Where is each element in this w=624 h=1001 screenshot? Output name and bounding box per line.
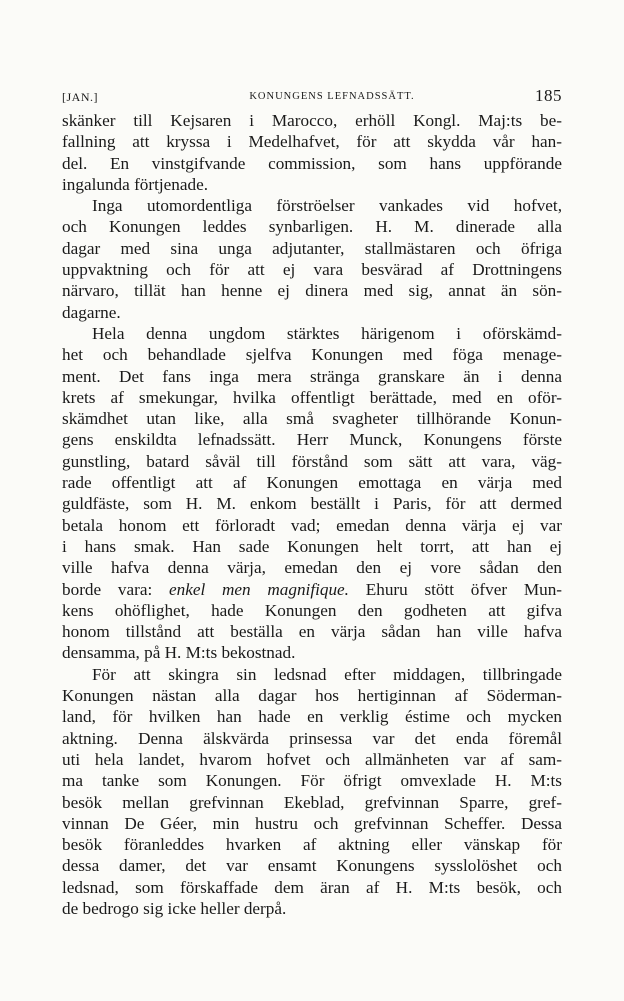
text-line [62, 195, 562, 216]
text-line-content: närvaro, tillät han henne ej dinera med sig, annat än sön- [62, 281, 562, 301]
text-line [62, 110, 562, 131]
text-line-content: Hela denna ungdom stärktes härigenom i oförskämd- [92, 323, 562, 343]
text-line-content: vinnan De Géer, min hustru och grefvinnan Scheffer. Dessa [62, 813, 562, 833]
text-line-content: och Konungen leddes synbarligen. H. M. dinerade alla [62, 217, 562, 237]
text-line-content: fallning att kryssa i Medelhafvet, för att skydda vår han- [62, 132, 562, 152]
text-line [62, 302, 562, 323]
text-line [62, 472, 562, 493]
text-line-content: skänker till Kejsaren i Marocco, erhöll Kongl. Maj:ts be- [62, 111, 562, 130]
text-line [62, 216, 562, 237]
text-line [62, 387, 562, 408]
text-line [62, 642, 562, 663]
text-line [62, 749, 562, 770]
text-line [62, 877, 562, 898]
text-line [62, 813, 562, 834]
text-line [62, 153, 562, 174]
body-text [62, 110, 562, 919]
text-line-content: För att skingra sin ledsnad efter middagen, tillbringade [92, 664, 562, 684]
running-head-month: [JAN.] [62, 90, 98, 104]
running-head-title: KONUNGENS LEFNADSSÄTT. [249, 91, 415, 102]
text-line-content: ledsnad, som förskaffade dem äran af H. M:ts besök, och [62, 877, 562, 897]
text-line-content: uti hela landet, hvarom hofvet och allmänheten var af sam- [62, 749, 562, 769]
text-line [62, 238, 562, 259]
text-line [62, 429, 562, 450]
text-line [62, 536, 562, 557]
text-line [62, 259, 562, 280]
text-line-content: del. En vinstgifvande commission, som hans uppförande [62, 153, 562, 173]
text-line [62, 706, 562, 727]
text-line-content: de bedrogo sig icke heller derpå. [62, 898, 287, 918]
text-line [62, 557, 562, 578]
text-line-content: densamma, på H. M:ts bekostnad. [62, 643, 296, 663]
text-line-content: krets af smekungar, hvilka offentligt berättade, med en oför- [62, 387, 562, 407]
text-line-content: honom tillstånd att beställa en värja sådan han ville hafva [62, 622, 562, 642]
running-head [62, 86, 562, 108]
text-line-content: dessa damer, det var ensamt Konungens sysslolöshet och [62, 856, 562, 876]
text-line [62, 408, 562, 429]
text-line-content: ment. Det fans inga mera stränga granskare än i denna [62, 366, 562, 386]
text-line-content: besök föranleddes hvarken af aktning eller vänskap för [62, 835, 562, 855]
text-line [62, 131, 562, 152]
text-line [62, 664, 562, 685]
text-line-content: Inga utomordentliga förströelser vankades vid hofvet, [92, 196, 562, 216]
text-line [62, 579, 562, 600]
text-line-content: aktning. Denna älskvärda prinsessa var det enda föremål [62, 728, 562, 748]
text-line-content: besök mellan grefvinnan Ekeblad, grefvinnan Sparre, gref- [62, 792, 562, 812]
text-line [62, 174, 562, 195]
text-line [62, 770, 562, 791]
text-line-content: skämdhet utan like, alla små svagheter tillhörande Konun- [62, 409, 562, 429]
text-line-content: guldfäste, som H. M. enkom beställt i Paris, för att dermed [62, 494, 562, 514]
text-line [62, 323, 562, 344]
text-line-content: gunstling, batard såväl till förstånd som sätt att vara, väg- [62, 451, 562, 471]
text-line [62, 792, 562, 813]
text-line-content: borde vara: [62, 579, 153, 599]
book-page [62, 86, 562, 919]
text-line-content: i hans smak. Han sade Konungen helt torrt, att han ej [62, 536, 562, 556]
page-number: 185 [535, 86, 562, 105]
text-line-content: kens ohöflighet, hade Konungen den godheten att gifva [62, 600, 562, 620]
text-line [62, 600, 562, 621]
text-line [62, 280, 562, 301]
text-line-content: Konungen nästan alla dagar hos hertiginnan af Söderman- [62, 686, 562, 706]
text-line-content: ma tanke som Konungen. För öfrigt omvexlade H. M:ts [62, 771, 562, 791]
text-line-content: het och behandlade sjelfva Konungen med föga menage- [62, 345, 562, 365]
text-line-content: uppvaktning och för att ej vara besvärad af Drottningens [62, 260, 562, 280]
text-line [62, 344, 562, 365]
text-line [62, 515, 562, 536]
text-line [62, 898, 562, 919]
italic-phrase: enkel men magnifique. [168, 579, 349, 599]
text-line [62, 685, 562, 706]
text-line [62, 621, 562, 642]
text-line [62, 493, 562, 514]
text-line-content: betala honom ett förloradt vad; emedan denna värja ej var [62, 515, 562, 535]
text-line-content: rade offentligt att af Konungen emottaga en värja med [62, 473, 562, 493]
text-line [62, 366, 562, 387]
text-line-tail: Ehuru stött öfver Mun- [348, 579, 563, 599]
text-line [62, 855, 562, 876]
text-line-content: ingalunda förtjenade. [62, 174, 209, 194]
text-line [62, 728, 562, 749]
text-line-content: dagar med sina unga adjutanter, stallmästaren och öfriga [62, 238, 562, 258]
text-line [62, 834, 562, 855]
text-line-content: gens enskildta lefnadssätt. Herr Munck, Konungens förste [62, 430, 562, 450]
text-line-content: ville hafva denna värja, emedan den ej vore sådan den [62, 558, 562, 578]
text-line-content: dagarne. [62, 302, 121, 322]
text-line-content: land, för hvilken han hade en verklig éstime och mycken [62, 707, 562, 727]
text-line [62, 451, 562, 472]
